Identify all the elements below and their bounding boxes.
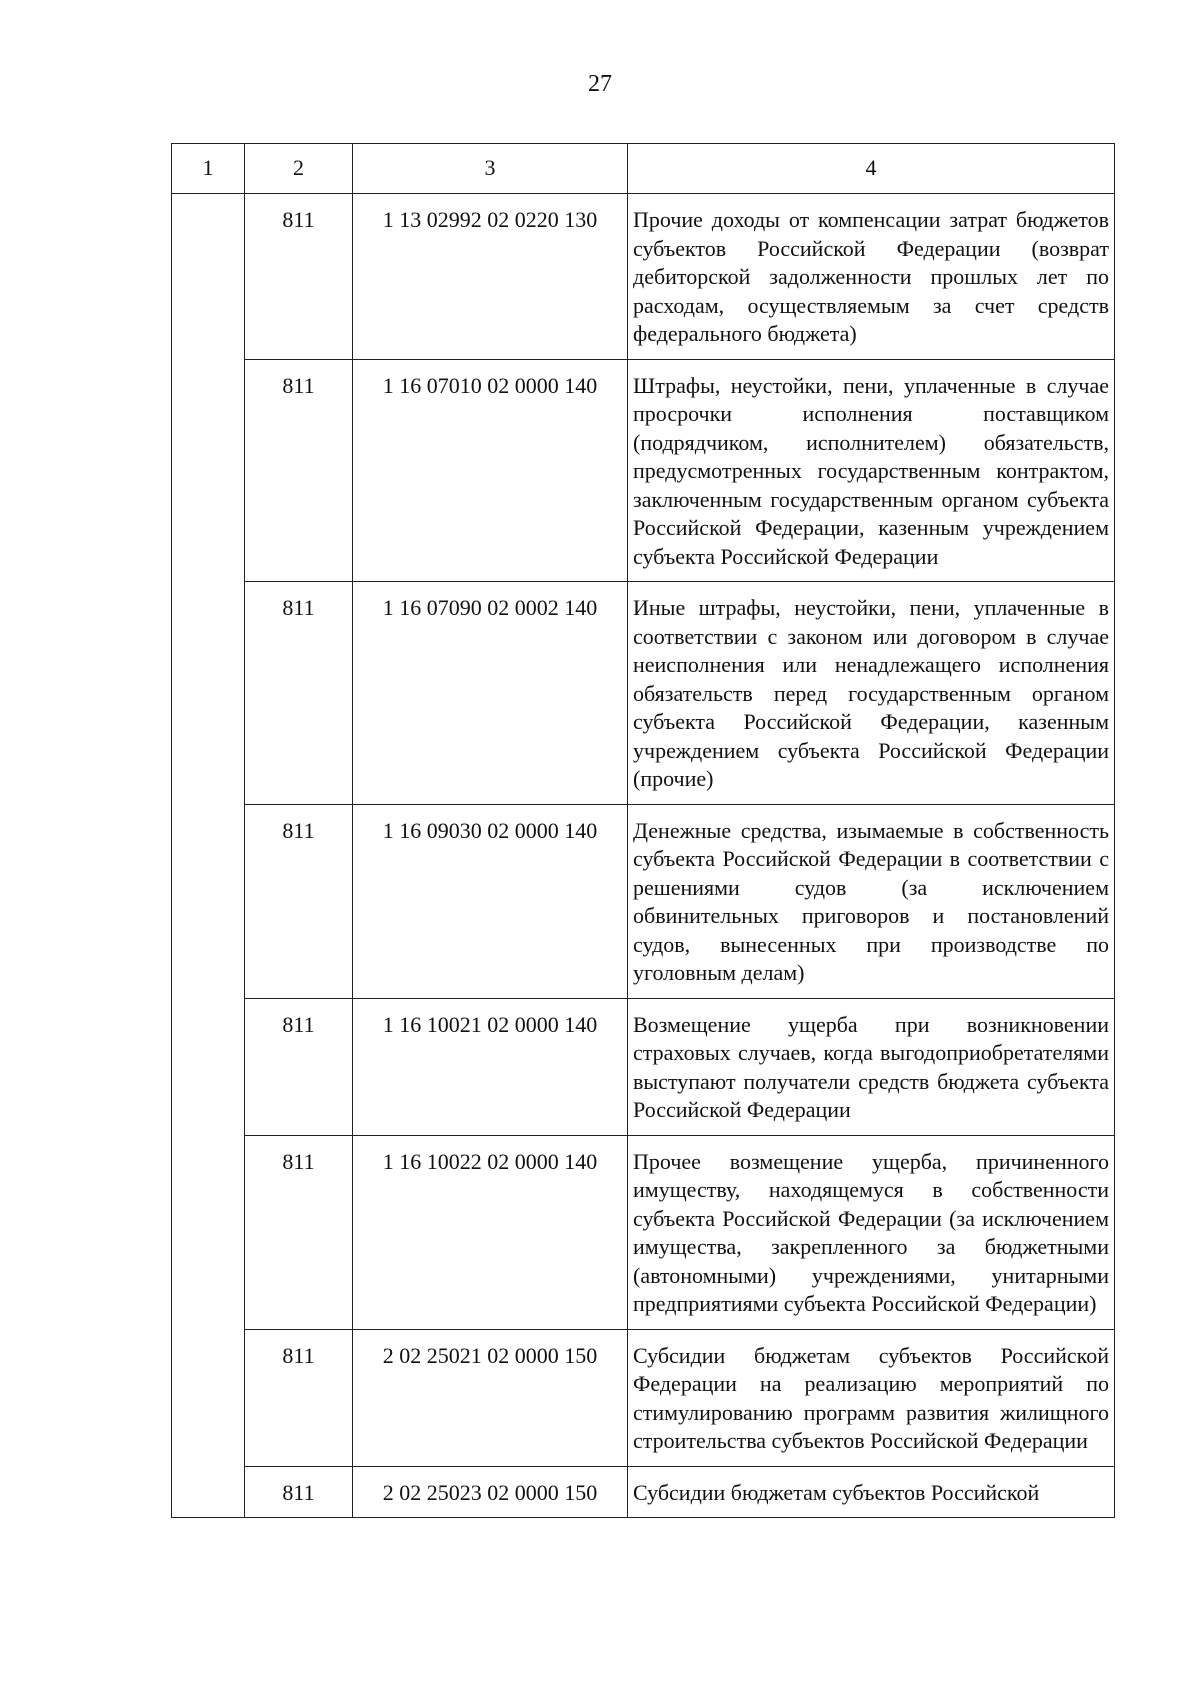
table-header-row	[172, 144, 1115, 194]
admin-code-cell: 811	[245, 194, 353, 360]
revenue-code-cell: 2 02 25023 02 0000 150	[353, 1466, 628, 1518]
admin-code-cell: 811	[245, 1135, 353, 1329]
description-cell: Субсидии бюджетам субъектов Российской Федерации на реализацию мероприятий по стимулированию программ развития жилищного строительства субъектов Российской Федерации	[628, 1329, 1115, 1466]
description-cell: Прочие доходы от компенсации затрат бюджетов субъектов Российской Федерации (возврат дебиторской задолженности прошлых лет по расходам, осуществляемым за счет средств федерального бюджета)	[628, 194, 1115, 360]
table-row	[172, 1135, 1115, 1329]
revenue-code-cell: 1 16 07010 02 0000 140	[353, 359, 628, 582]
header-col-4: 4	[628, 144, 1115, 194]
description-cell: Штрафы, неустойки, пени, уплаченные в случае просрочки исполнения поставщиком (подрядчиком, исполнителем) обязательств, предусмотренных государственным контрактом, заключенным государственным органом субъекта Российской Федерации, казенным учреждением субъекта Российской Федерации	[628, 359, 1115, 582]
admin-code-cell: 811	[245, 359, 353, 582]
header-col-1: 1	[172, 144, 245, 194]
table-row	[172, 194, 1115, 360]
table-body	[172, 194, 1115, 1518]
table-row	[172, 804, 1115, 998]
admin-code-cell: 811	[245, 1329, 353, 1466]
revenue-codes-table	[171, 143, 1115, 1518]
table-row	[172, 1329, 1115, 1466]
header-col-2: 2	[245, 144, 353, 194]
revenue-code-cell: 1 16 07090 02 0002 140	[353, 582, 628, 805]
admin-code-cell: 811	[245, 998, 353, 1135]
revenue-code-cell: 1 16 10021 02 0000 140	[353, 998, 628, 1135]
revenue-code-cell: 1 13 02992 02 0220 130	[353, 194, 628, 360]
revenue-code-cell: 1 16 10022 02 0000 140	[353, 1135, 628, 1329]
description-cell: Иные штрафы, неустойки, пени, уплаченные в соответствии с законом или договором в случае неисполнения или ненадлежащего исполнения обязательств перед государственным органом субъекта Российской Федерации, казенным учреждением субъекта Российской Федерации (прочие)	[628, 582, 1115, 805]
table-row	[172, 1466, 1115, 1518]
admin-code-cell: 811	[245, 804, 353, 998]
table-row	[172, 359, 1115, 582]
description-cell: Возмещение ущерба при возникновении страховых случаев, когда выгодоприобретателями выступают получатели средств бюджета субъекта Российской Федерации	[628, 998, 1115, 1135]
page-number: 27	[588, 71, 612, 97]
description-cell: Субсидии бюджетам субъектов Российской	[628, 1466, 1115, 1518]
table-row	[172, 582, 1115, 805]
admin-code-cell: 811	[245, 1466, 353, 1518]
table-header	[172, 144, 1115, 194]
description-cell: Денежные средства, изымаемые в собственность субъекта Российской Федерации в соответствии с решениями судов (за исключением обвинительных приговоров и постановлений судов, вынесенных при производстве по уголовным делам)	[628, 804, 1115, 998]
admin-code-cell: 811	[245, 582, 353, 805]
revenue-code-cell: 1 16 09030 02 0000 140	[353, 804, 628, 998]
table-row	[172, 998, 1115, 1135]
description-cell: Прочее возмещение ущерба, причиненного имуществу, находящемуся в собственности субъекта Российской Федерации (за исключением имущества, закрепленного за бюджетными (автономными) учреждениями, унитарными предприятиями субъекта Российской Федерации)	[628, 1135, 1115, 1329]
header-col-3: 3	[353, 144, 628, 194]
revenue-code-cell: 2 02 25021 02 0000 150	[353, 1329, 628, 1466]
empty-group-cell	[172, 194, 245, 1518]
